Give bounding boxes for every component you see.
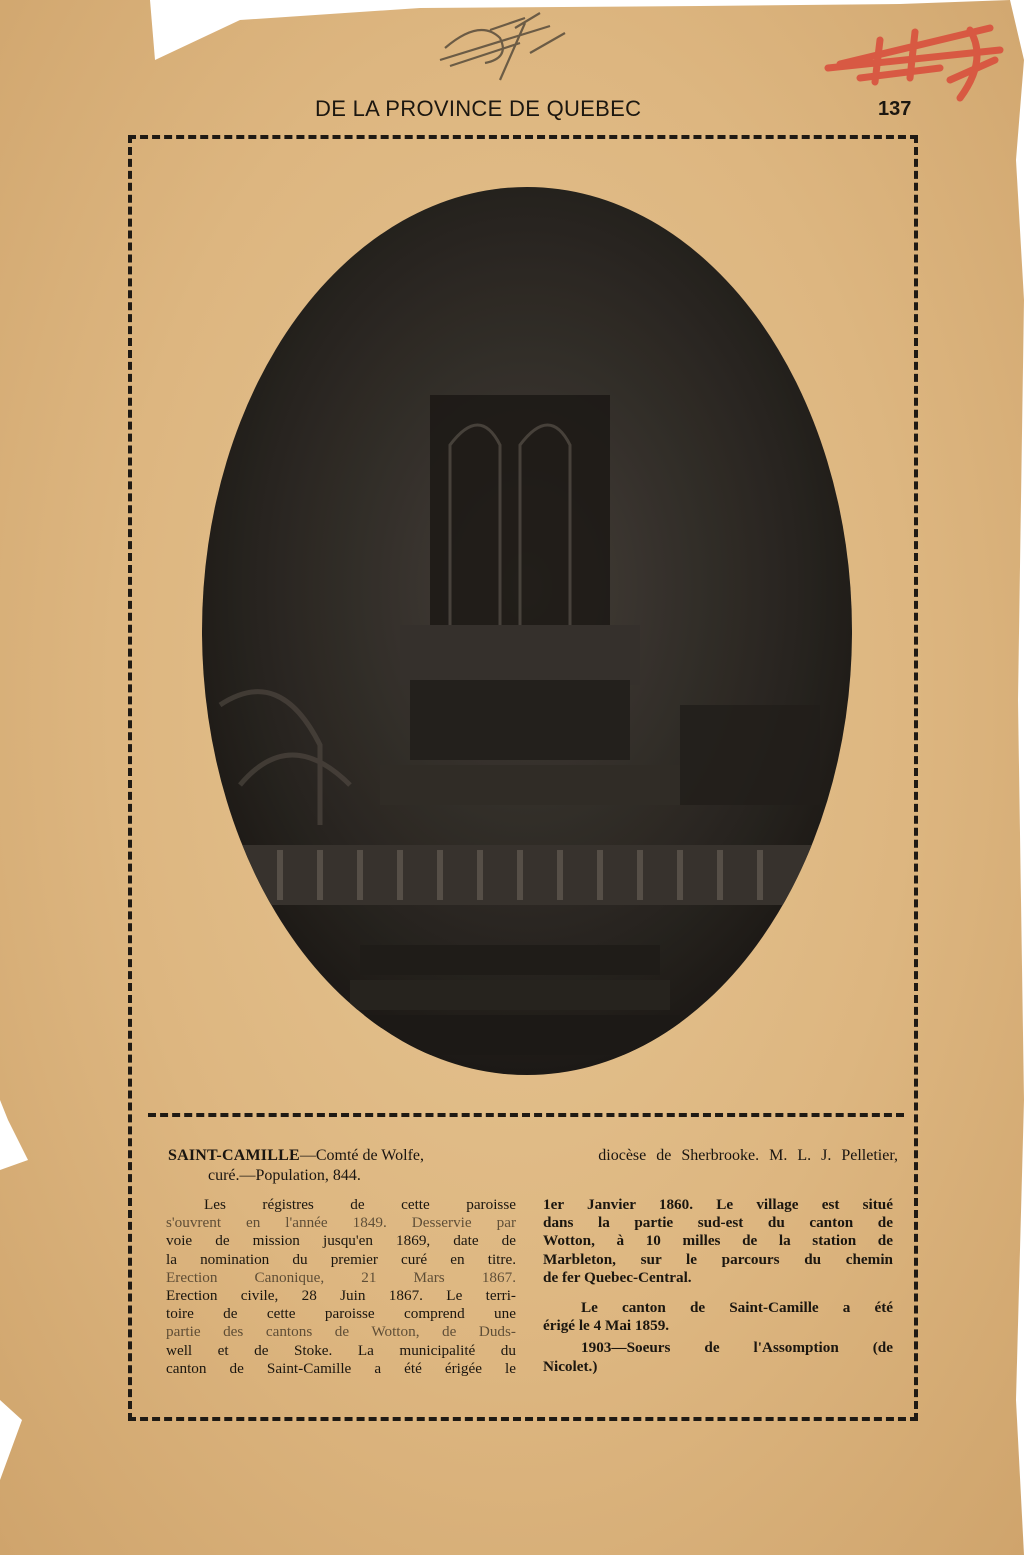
- running-title: DE LA PROVINCE DE QUEBEC: [315, 96, 642, 121]
- text-line: toire de cette paroisse comprend une: [166, 1305, 516, 1323]
- text-line: Le canton de Saint-Camille a été: [581, 1298, 893, 1316]
- text-line: Wotton, à 10 milles de la station de: [543, 1232, 893, 1250]
- text-line: 1903—Soeurs de l'Assomption (de: [581, 1339, 893, 1357]
- body-column-left: [166, 1196, 516, 1378]
- text-line: Marbleton, sur le parcours du chemin: [543, 1250, 893, 1268]
- body-column-right: [543, 1196, 893, 1376]
- caption-heading: [168, 1146, 898, 1184]
- text-line: Erection Canonique, 21 Mars 1867.: [166, 1268, 516, 1286]
- caption-divider-rule: [148, 1113, 904, 1117]
- diocese-and-cure: diocèse de Sherbrooke. M. L. J. Pelletier,: [598, 1147, 898, 1164]
- page-number: 137: [878, 98, 912, 120]
- text-line: s'ouvrent en l'année 1849. Desservie par: [166, 1214, 516, 1232]
- text-line: érigé le 4 Mai 1859.: [543, 1317, 670, 1335]
- red-crayon-mark: [820, 20, 1010, 110]
- text-line: Erection civile, 28 Juin 1867. Le terri-: [166, 1286, 516, 1304]
- text-line: canton de Saint-Camille a été érigée le: [166, 1359, 516, 1377]
- text-line: voie de mission jusqu'en 1869, date de: [166, 1232, 516, 1250]
- pencil-annotation: [430, 8, 580, 88]
- text-line: la nomination du premier curé en titre.: [166, 1250, 516, 1268]
- text-line: 1er Janvier 1860. Le village est situé: [543, 1196, 893, 1213]
- text-line: dans la partie sud-est du canton de: [543, 1214, 893, 1232]
- text-line: Les régistres de cette paroisse: [204, 1196, 516, 1213]
- text-line: partie des cantons de Wotton, de Duds-: [166, 1323, 516, 1341]
- church-altar-photograph: [200, 185, 854, 1078]
- parish-name: SAINT-CAMILLE: [168, 1147, 300, 1164]
- cure-population: curé.—Population, 844.: [208, 1167, 361, 1184]
- text-line: de fer Quebec-Central.: [543, 1268, 692, 1286]
- text-line: well et de Stoke. La municipalité du: [166, 1341, 516, 1359]
- county: —Comté de Wolfe,: [299, 1147, 424, 1164]
- text-line: Nicolet.): [543, 1357, 598, 1375]
